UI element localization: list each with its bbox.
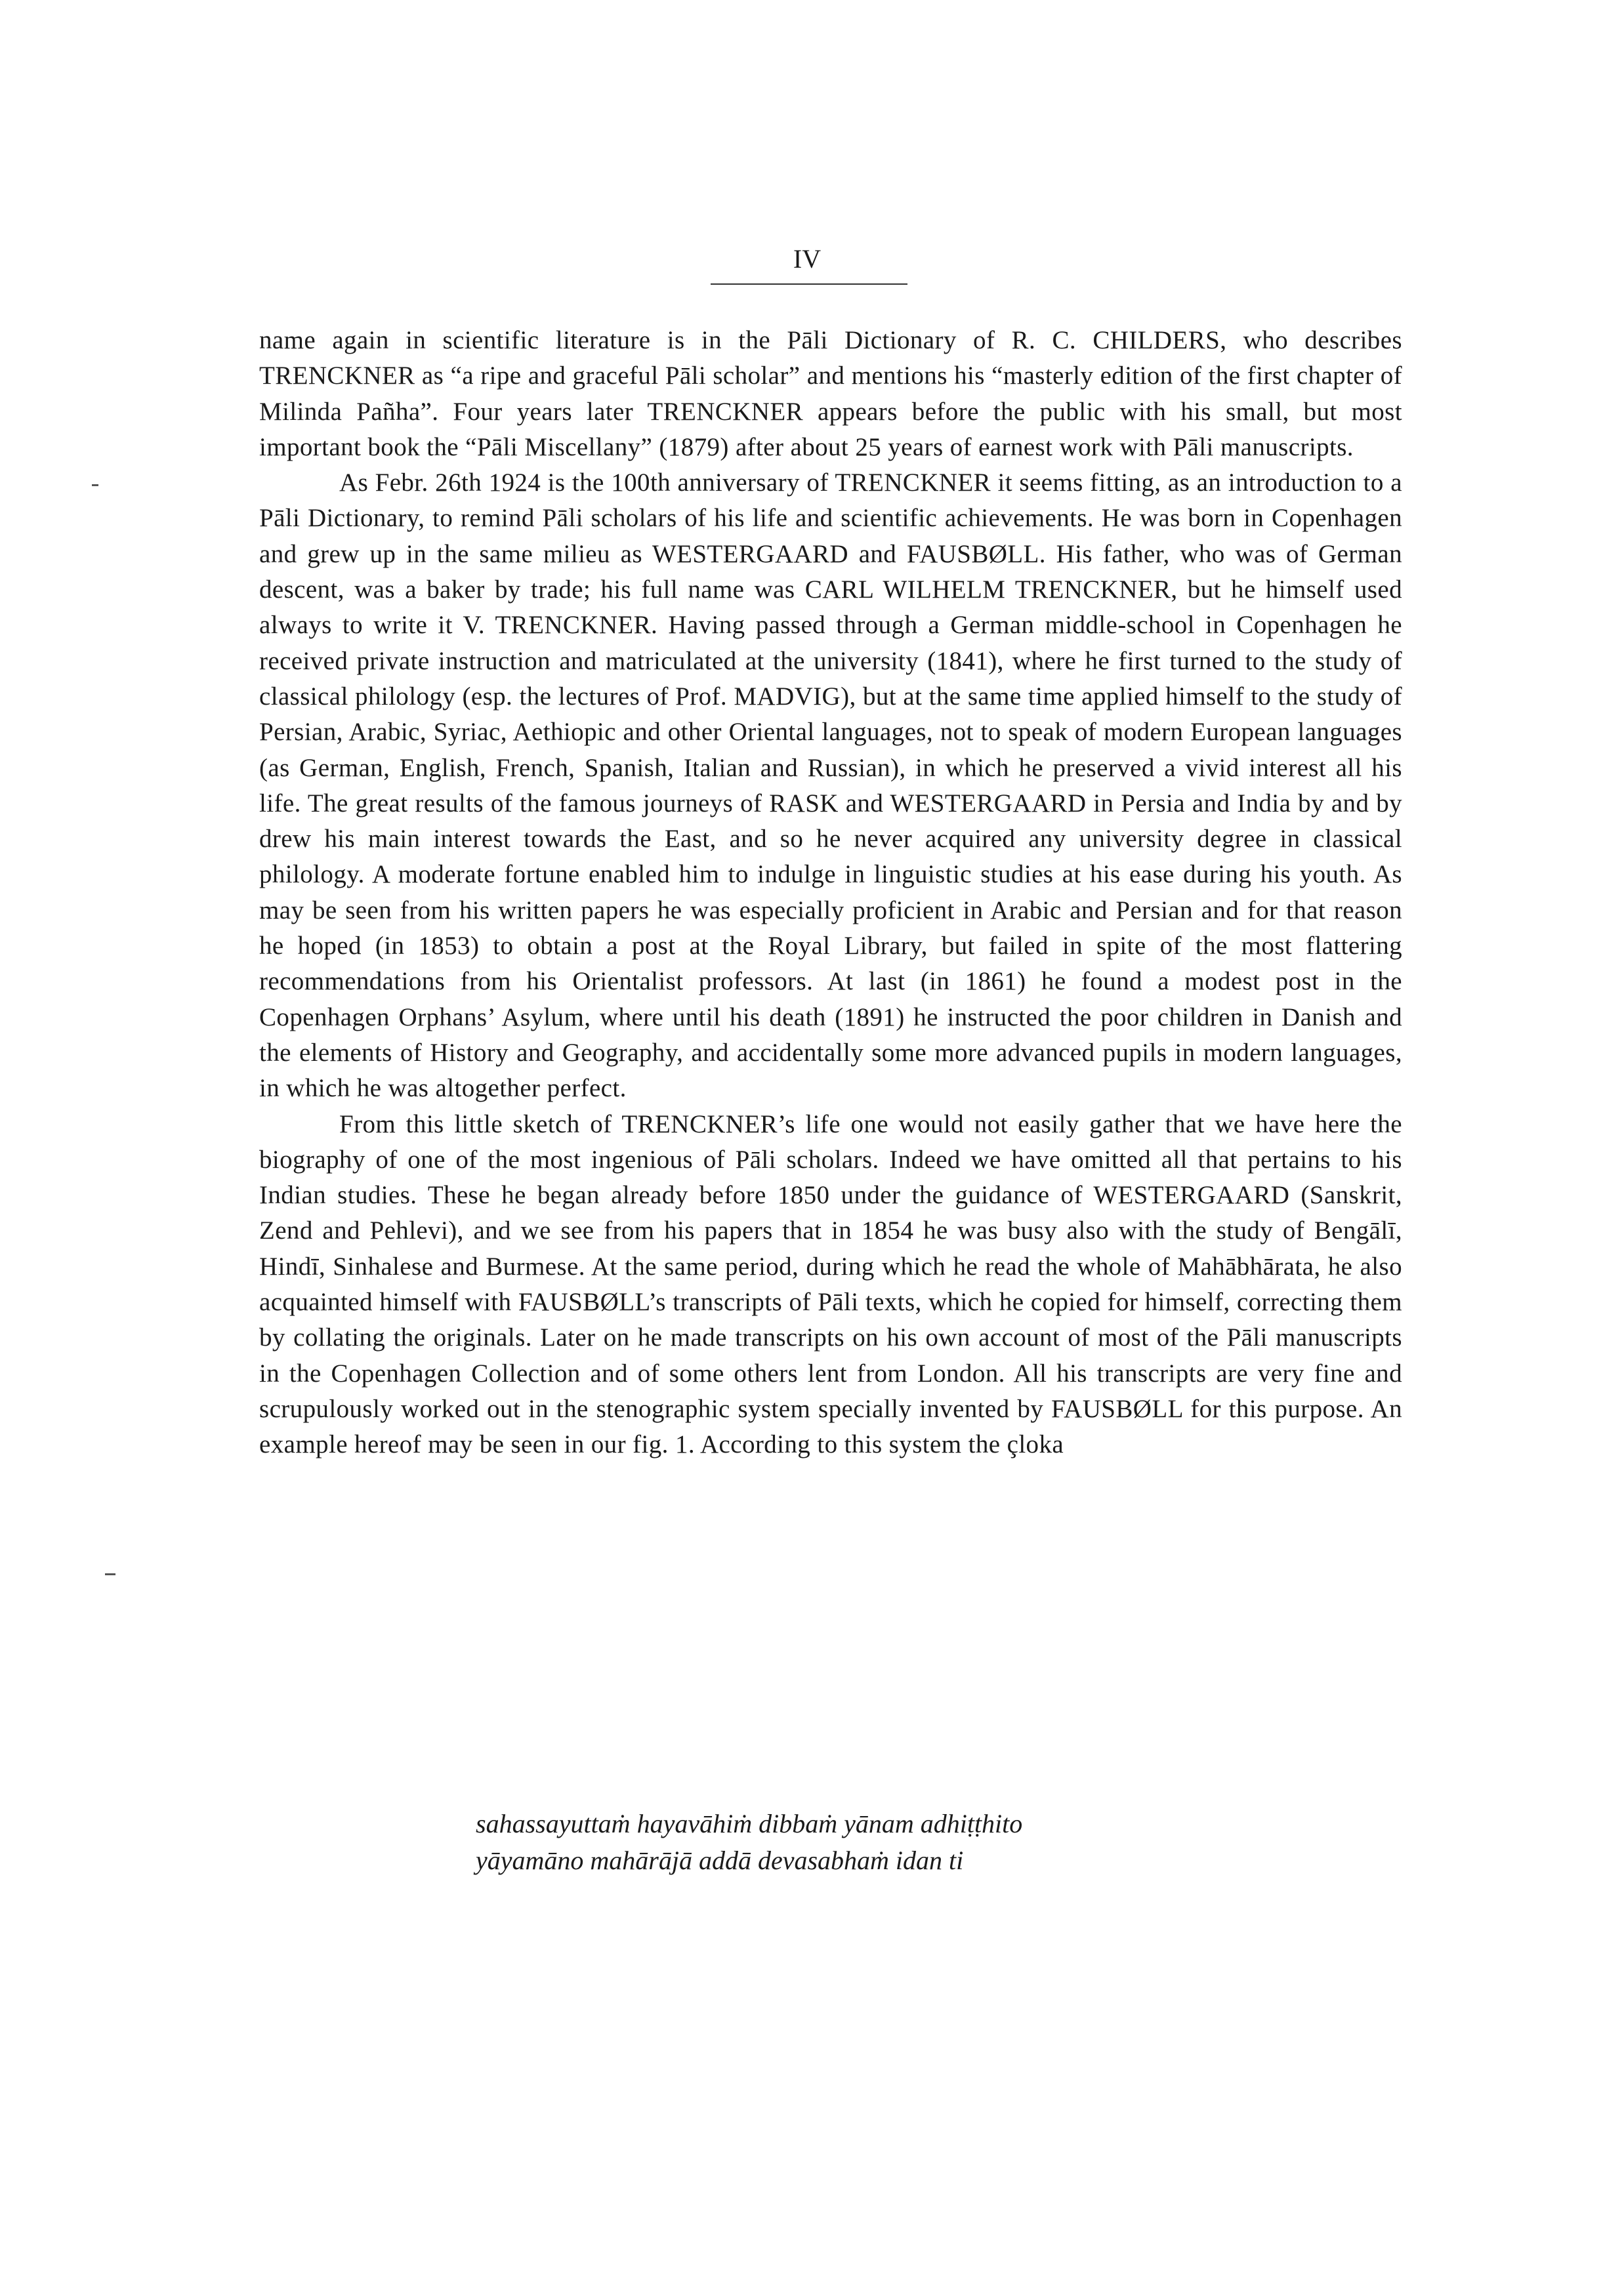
- margin-mark: [105, 1573, 115, 1575]
- verse-quotation: [476, 1806, 1394, 1879]
- page-number: IV: [793, 244, 822, 274]
- margin-mark: [92, 484, 98, 486]
- paragraph: From this little sketch of TRENCKNER’s life one would not easily gather that we have here the biography of one of the most ingenious of Pāli scholars. Indeed we have omitted all that pertains to his Indian studies. These he began already before 1850 under the guidance of WESTERGAARD (Sanskrit, Zend and Pehlevi), and we see from his papers that in 1854 he was busy also with the study of Bengālī, Hindī, Sinhalese and Burmese. At the same period, during which he read the whole of Mahābhārata, he also acquainted himself with FAUSBØLL’s transcripts of Pāli texts, which he copied for himself, correcting them by collating the originals. Later on he made transcripts on his own account of most of the Pāli manuscripts in the Copenhagen Collection and of some others lent from London. All his transcripts are very fine and scrupulously worked out in the stenographic system specially invented by FAUSBØLL for this purpose. An example hereof may be seen in our fig. 1. According to this system the çloka: [259, 1109, 1402, 1459]
- paragraph: As Febr. 26th 1924 is the 100th anniversary of TRENCKNER it seems fitting, as an introduction to a Pāli Dictionary, to remind Pāli scholars of his life and scientific achievements. He was born in Copenhagen and grew up in the same milieu as WESTERGAARD and FAUSBØLL. His father, who was of German descent, was a baker by trade; his full name was CARL WILHELM TRENCKNER, but he himself used always to write it V. TRENCKNER. Having passed through a German middle-school in Copenhagen he received private instruction and matriculated at the university (1841), where he first turned to the study of classical philology (esp. the lectures of Prof. MADVIG), but at the same time applied himself to the study of Persian, Arabic, Syriac, Aethiopic and other Oriental languages, not to speak of modern European languages (as German, English, French, Spanish, Italian and Russian), in which he preserved a vivid interest all his life. The great results of the famous journeys of RASK and WESTERGAARD in Persia and India by and by drew his main interest towards the East, and so he never acquired any university degree in classical philology. A moderate fortune enabled him to indulge in linguistic studies at his ease during his youth. As may be seen from his written papers he was especially proficient in Arabic and Persian and for that reason he hoped (in 1853) to obtain a post at the Royal Library, but failed in spite of the most flattering recommendations from his Orientalist professors. At last (in 1861) he found a modest post in the Copenhagen Orphans’ Asylum, where until his death (1891) he instructed the poor children in Danish and the elements of History and Geography, and accidentally some more advanced pupils in modern languages, in which he was altogether perfect.: [259, 468, 1402, 1103]
- paragraph: name again in scientific literature is in the Pāli Dictionary of R. C. CHILDERS, who describes TRENCKNER as “a ripe and graceful Pāli scholar” and mentions his “masterly edition of the first chapter of Milinda Pañha”. Four years later TRENCKNER appears before the public with his small, but most important book the “Pāli Miscellany” (1879) after about 25 years of earnest work with Pāli manuscripts.: [259, 326, 1402, 461]
- header-rule: [711, 283, 907, 285]
- verse-line: yāyamāno mahārājā addā devasabhaṁ idan ti: [476, 1846, 964, 1875]
- verse-line: sahassayuttaṁ hayavāhiṁ dibbaṁ yānam adhiṭṭhito: [476, 1809, 1023, 1838]
- body-text: [259, 323, 1402, 1463]
